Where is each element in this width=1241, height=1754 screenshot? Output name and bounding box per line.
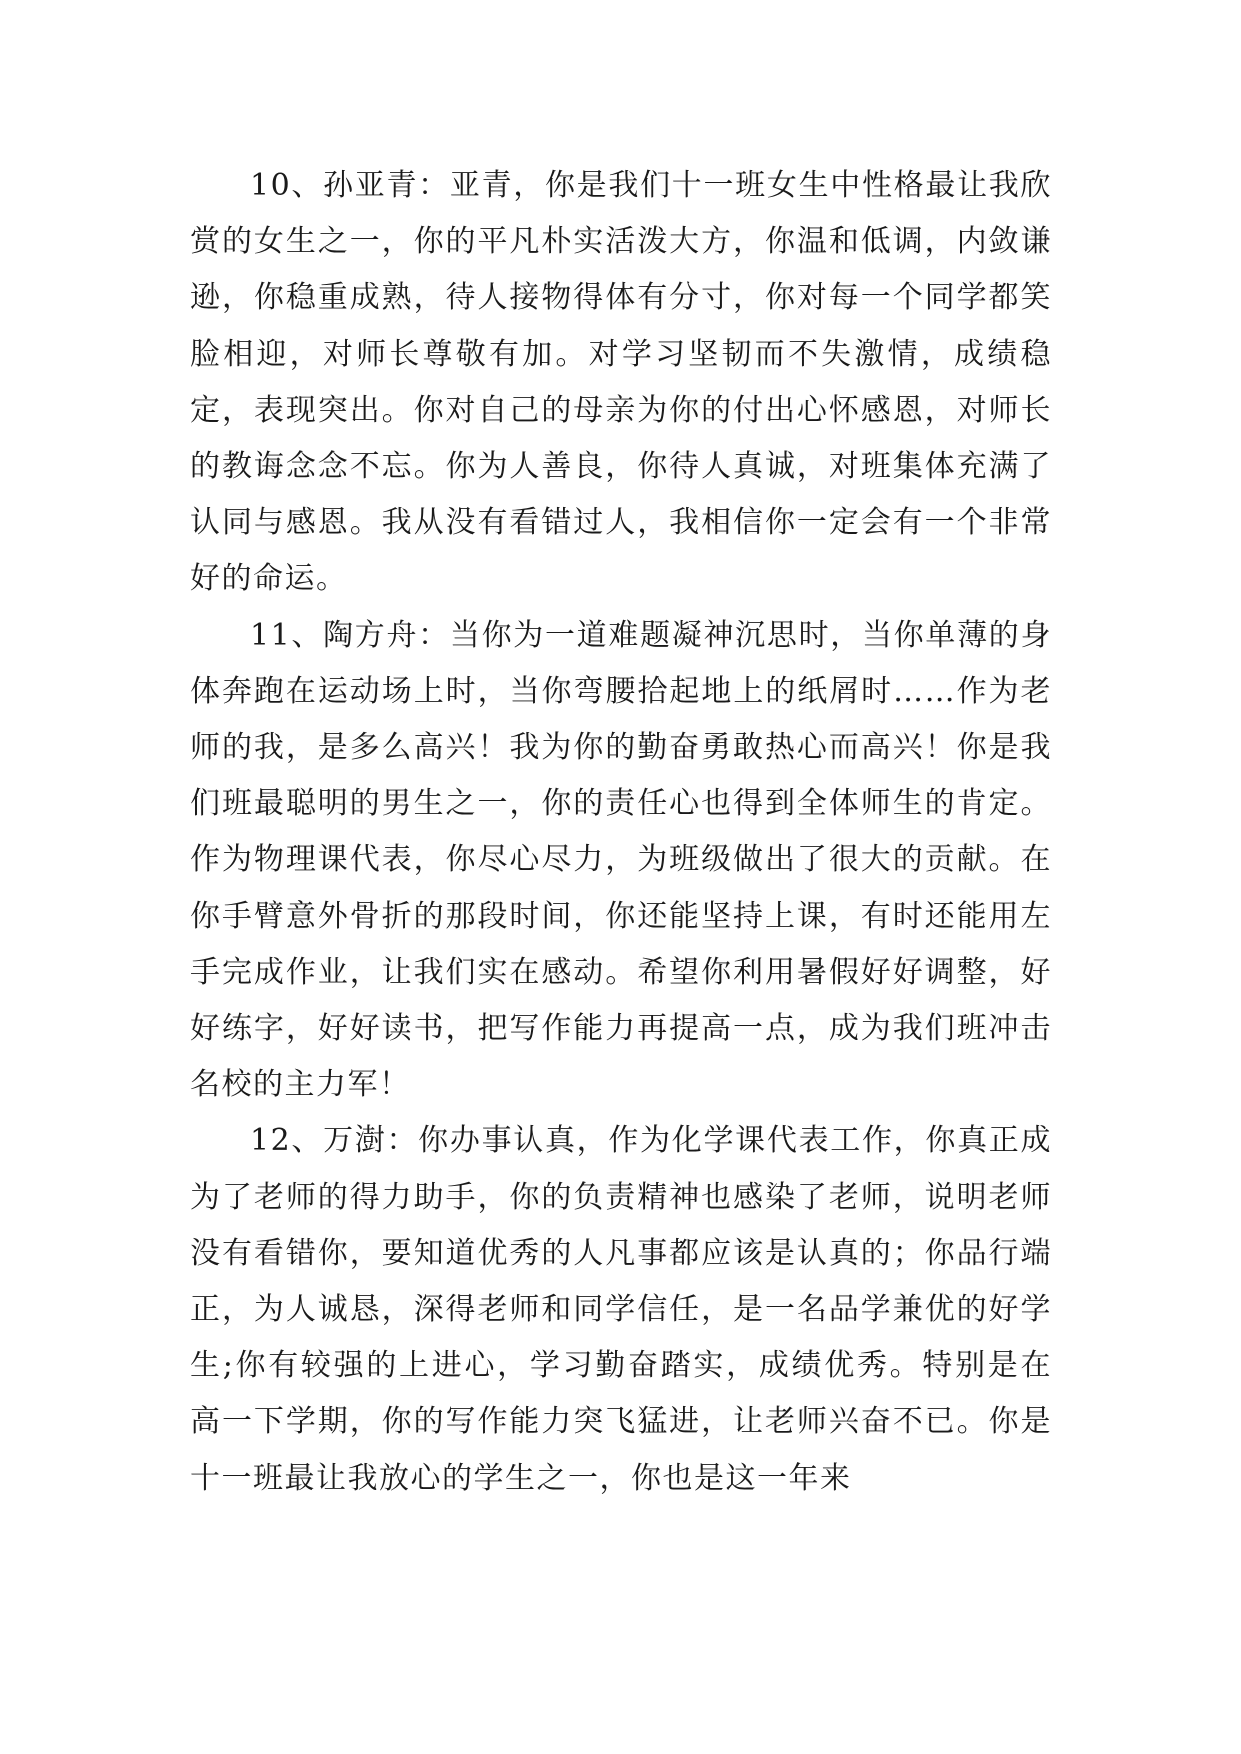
paragraph-wan-shu: 12、万澍：你办事认真，作为化学课代表工作，你真正成为了老师的得力助手，你的负责精神也感染了老师，说明老师没有看错你，要知道优秀的人凡事都应该是认真的；你品行端正，为人诚恳，深得老师和同学信任，是一名品学兼优的好学生;你有较强的上进心，学习勤奋踏实，成绩优秀。特别是在高一下学期，你的写作能力突飞猛进，让老师兴奋不已。你是十一班最让我放心的学生之一，你也是这一年来 <box>190 1123 1052 1496</box>
paragraph-sun-yaqing: 10、孙亚青：亚青，你是我们十一班女生中性格最让我欣赏的女生之一，你的平凡朴实活泼大方，你温和低调，内敛谦逊，你稳重成熟，待人接物得体有分寸，你对每一个同学都笑脸相迎，对师长尊敬有加。对学习坚韧而不失激情，成绩稳定，表现突出。你对自己的母亲为你的付出心怀感恩，对师长的教诲念念不忘。你为人善良，你待人真诚，对班集体充满了认同与感恩。我从没有看错过人，我相信你一定会有一个非常好的命运。 <box>190 168 1052 597</box>
paragraph-tao-fangzhou: 11、陶方舟：当你为一道难题凝神沉思时，当你单薄的身体奔跑在运动场上时，当你弯腰拾起地上的纸屑时……作为老师的我，是多么高兴！我为你的勤奋勇敢热心而高兴！你是我们班最聪明的男生之一，你的责任心也得到全体师生的肯定。作为物理课代表，你尽心尽力，为班级做出了很大的贡献。在你手臂意外骨折的那段时间，你还能坚持上课，有时还能用左手完成作业，让我们实在感动。希望你利用暑假好好调整，好好练字，好好读书，把写作能力再提高一点，成为我们班冲击名校的主力军！ <box>190 617 1052 1103</box>
document-body <box>190 158 1052 1507</box>
